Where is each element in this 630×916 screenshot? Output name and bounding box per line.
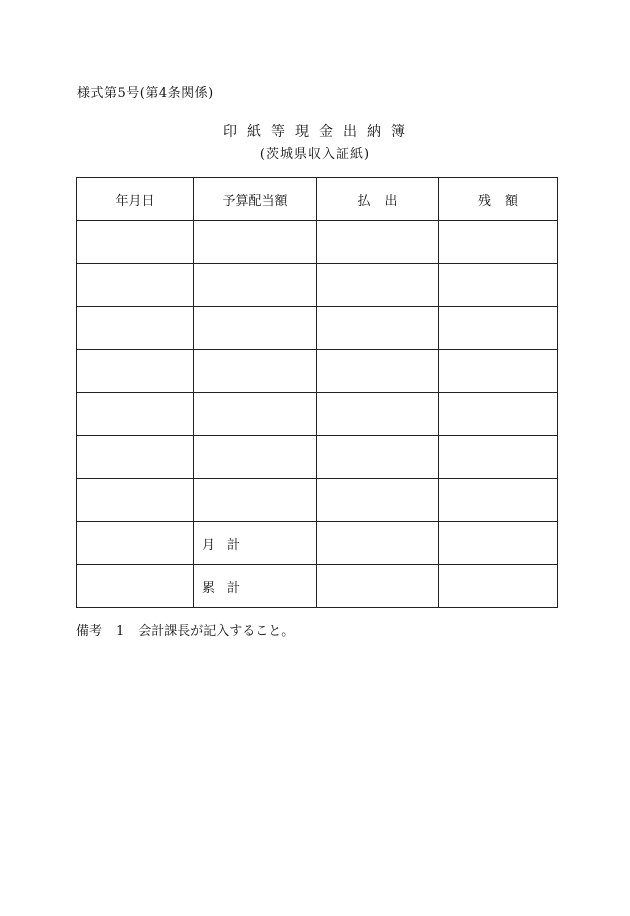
table-cell (194, 307, 317, 350)
table-cell (317, 264, 439, 307)
table-row (77, 393, 558, 436)
column-header-balance: 残額 (439, 178, 558, 221)
remarks-number: 1 (116, 624, 125, 639)
table-cell (317, 522, 439, 565)
table-cell (77, 350, 194, 393)
table-row (77, 479, 558, 522)
form-number: 様式第5号(第4条関係) (77, 86, 214, 101)
table-header-row (77, 178, 558, 221)
table-cell (77, 307, 194, 350)
table-cell (194, 221, 317, 264)
table-cell (317, 350, 439, 393)
table-cell (439, 565, 558, 608)
table-cell (194, 264, 317, 307)
table-cell (439, 350, 558, 393)
table-cell (439, 307, 558, 350)
table-cell (77, 393, 194, 436)
table-cell (194, 436, 317, 479)
table-row (77, 436, 558, 479)
table-cell (439, 436, 558, 479)
table-row (77, 264, 558, 307)
table-cell (439, 522, 558, 565)
table-row (77, 221, 558, 264)
table-cell (77, 221, 194, 264)
table-cell (77, 565, 194, 608)
cumulative-total-row (77, 565, 558, 608)
table-cell (317, 393, 439, 436)
table-cell (317, 221, 439, 264)
table-cell (317, 565, 439, 608)
remarks-label: 備考 (76, 624, 103, 639)
table-cell (317, 479, 439, 522)
table-cell (77, 436, 194, 479)
table-cell (194, 350, 317, 393)
document-subtitle: (茨城県収入証紙) (259, 147, 371, 162)
remarks-note (76, 620, 294, 639)
table-cell (439, 264, 558, 307)
document-title: 印紙等現金出納簿 (223, 124, 415, 140)
table-cell (194, 479, 317, 522)
table-cell (439, 479, 558, 522)
table-cell (317, 436, 439, 479)
table-cell (77, 479, 194, 522)
table-cell (317, 307, 439, 350)
table-row (77, 350, 558, 393)
column-header-date: 年月日 (77, 178, 194, 221)
remarks-text: 会計課長が記入すること。 (138, 624, 295, 639)
table-row (77, 307, 558, 350)
column-header-payout: 払出 (317, 178, 439, 221)
monthly-total-label: 月計 (194, 522, 317, 565)
cash-ledger-table (76, 177, 558, 608)
table-cell (439, 221, 558, 264)
cumulative-total-label: 累計 (194, 565, 317, 608)
table-cell (194, 393, 317, 436)
table-cell (439, 393, 558, 436)
table-cell (77, 264, 194, 307)
monthly-total-row (77, 522, 558, 565)
table-cell (77, 522, 194, 565)
column-header-budget: 予算配当額 (194, 178, 317, 221)
